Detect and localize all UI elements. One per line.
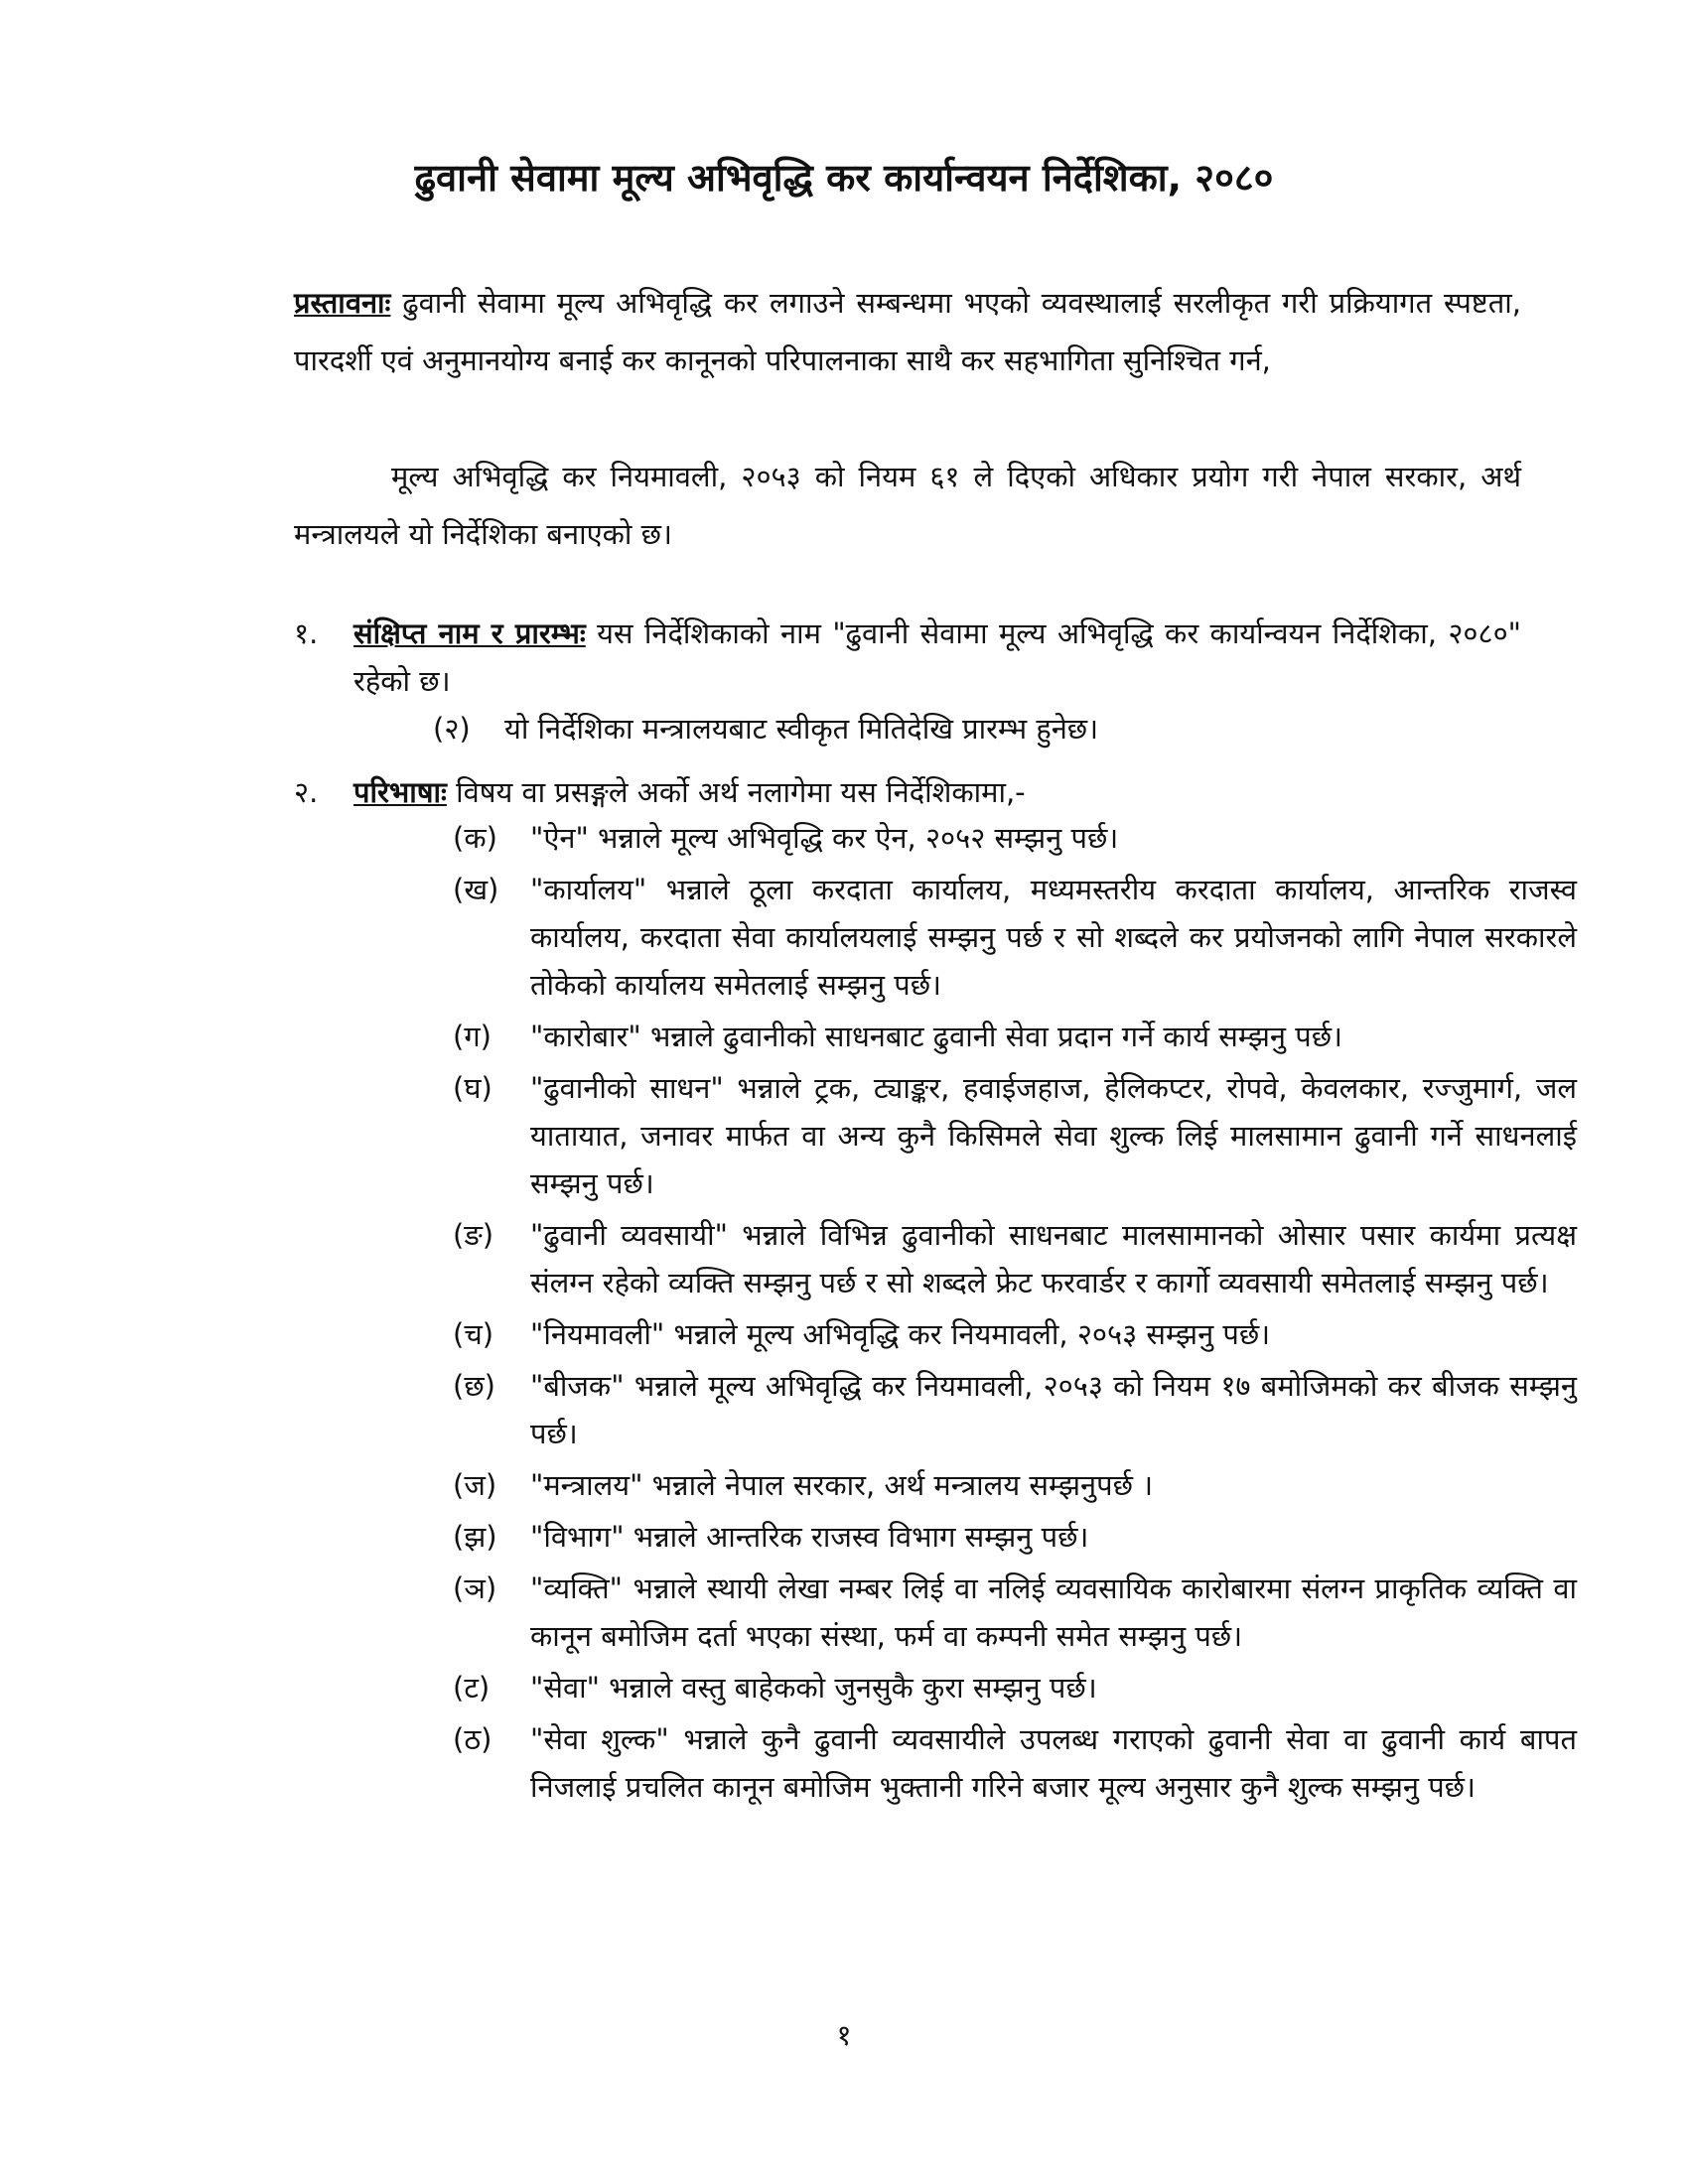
definition-label: (झ)	[453, 1520, 497, 1554]
definition-label: (क)	[453, 821, 497, 855]
definition-text: "नियमावली" भन्नाले मूल्य अभिवृद्धि कर नियमावली, २०५३ सम्झनु पर्छ।	[530, 1317, 1271, 1351]
section-2	[294, 768, 1521, 816]
definition-item	[453, 814, 1577, 862]
definition-item	[453, 1513, 1577, 1561]
definition-label: (च)	[453, 1317, 494, 1351]
definition-text: "विभाग" भन्नाले आन्तरिक राजस्व विभाग सम्झनु पर्छ।	[530, 1520, 1089, 1554]
definition-item	[453, 1664, 1577, 1711]
definition-text: "सेवा शुल्क" भन्नाले कुनै ढुवानी व्यवसायीले उपलब्ध गराएको ढुवानी सेवा वा ढुवानी कार्य बापत निजलाई प्रचलित कानून बमोजिम भुक्तानी गरिने बजार मूल्य अनुसार कुनै शुल्क सम्झनु पर्छ।	[530, 1722, 1577, 1804]
section-2-heading: परिभाषाः	[353, 775, 447, 809]
preamble	[294, 274, 1521, 389]
preamble-heading: प्रस्तावनाः	[294, 286, 391, 320]
definition-item	[453, 1064, 1577, 1207]
definition-label: (घ)	[453, 1071, 492, 1105]
section-2-text: विषय वा प्रसङ्गले अर्को अर्थ नलागेमा यस निर्देशिकामा,-	[446, 775, 1026, 809]
definition-item	[453, 1565, 1577, 1660]
definition-label: (ठ)	[453, 1722, 492, 1756]
definition-label: (ख)	[453, 873, 499, 906]
definition-item	[453, 1310, 1577, 1358]
section-1-body	[353, 610, 1521, 705]
definition-item	[453, 1211, 1577, 1306]
definition-label: (ग)	[453, 1020, 492, 1053]
definitions-list	[453, 814, 1577, 1815]
section-1-text: यस निर्देशिकाको नाम "ढुवानी सेवामा मूल्य अभिवृद्धि कर कार्यान्वयन निर्देशिका, २०८०" रहेको छ।	[353, 616, 1521, 698]
document-title: ढुवानी सेवामा मूल्य अभिवृद्धि कर कार्यान्वयन निर्देशिका, २०८०	[414, 156, 1274, 200]
definition-label: (छ)	[453, 1369, 495, 1403]
subclause-number: (२)	[433, 712, 471, 746]
definition-label: (ञ)	[453, 1571, 497, 1605]
section-1-heading: संक्षिप्त नाम र प्रारम्भः	[353, 616, 586, 650]
definition-text: "ढुवानीको साधन" भन्नाले ट्रक, ट्याङ्कर, हवाईजहाज, हेलिकप्टर, रोपवे, केवलकार, रज्जुमार्ग, जल यातायात, जनावर मार्फत वा अन्य कुनै किसिमले सेवा शुल्क लिई मालसामान ढुवानी गर्ने साधनलाई सम्झनु पर्छ।	[530, 1071, 1577, 1200]
preamble-authority: मूल्य अभिवृद्धि कर नियमावली, २०५३ को नियम ६१ ले दिएको अधिकार प्रयोग गरी नेपाल सरकार, अर्थ मन्त्रालयले यो निर्देशिका बनाएको छ।	[294, 460, 1521, 551]
definition-item	[453, 1715, 1577, 1811]
definition-label: (ज)	[453, 1468, 497, 1502]
definition-text: "ऐन" भन्नाले मूल्य अभिवृद्धि कर ऐन, २०५२ सम्झनु पर्छ।	[530, 821, 1119, 855]
definition-item	[453, 1362, 1577, 1457]
definition-item	[453, 1461, 1577, 1509]
definition-text: "बीजक" भन्नाले मूल्य अभिवृद्धि कर नियमावली, २०५३ को नियम १७ बमोजिमको कर बीजक सम्झनु पर्छ।	[530, 1369, 1577, 1450]
definition-text: "कार्यालय" भन्नाले ठूला करदाता कार्यालय, मध्यमस्तरीय करदाता कार्यालय, आन्तरिक राजस्व कार्यालय, करदाता सेवा कार्यालयलाई सम्झनु पर्छ र सो शब्दले कर प्रयोजनको लागि नेपाल सरकारले तोकेको कार्यालय समेतलाई सम्झनु पर्छ।	[530, 873, 1577, 1002]
preamble-text: ढुवानी सेवामा मूल्य अभिवृद्धि कर लगाउने सम्बन्धमा भएको व्यवस्थालाई सरलीकृत गरी प्रक्रियागत स्पष्टता, पारदर्शी एवं अनुमानयोग्य बनाई कर कानूनको परिपालनाका साथै कर सहभागिता सुनिश्चित गर्न,	[294, 286, 1521, 377]
section-2-number: २.	[294, 775, 319, 809]
definition-text: "ढुवानी व्यवसायी" भन्नाले विभिन्न ढुवानीको साधनबाट मालसामानको ओसार पसार कार्यमा प्रत्यक्ष संलग्न रहेको व्यक्ति सम्झनु पर्छ र सो शब्दले फ्रेट फरवार्डर र कार्गो व्यवसायी समेतलाई सम्झनु पर्छ।	[530, 1218, 1577, 1299]
definition-label: (ङ)	[453, 1218, 494, 1252]
section-2-body	[353, 768, 1521, 816]
definition-text: "कारोबार" भन्नाले ढुवानीको साधनबाट ढुवानी सेवा प्रदान गर्ने कार्य सम्झनु पर्छ।	[530, 1020, 1343, 1053]
definition-label: (ट)	[453, 1671, 491, 1705]
definition-text: "सेवा" भन्नाले वस्तु बाहेकको जुनसुकै कुरा सम्झनु पर्छ।	[530, 1671, 1097, 1705]
definition-item	[453, 1013, 1577, 1060]
definition-text: "व्यक्ति" भन्नाले स्थायी लेखा नम्बर लिई वा नलिई व्यवसायिक कारोबारमा संलग्न प्राकृतिक व्यक्ति वा कानून बमोजिम दर्ता भएका संस्था, फर्म वा कम्पनी समेत सम्झनु पर्छ।	[530, 1571, 1577, 1653]
definition-text: "मन्त्रालय" भन्नाले नेपाल सरकार, अर्थ मन्त्रालय सम्झनुपर्छ ।	[530, 1468, 1154, 1502]
section-1-subclause	[433, 705, 1521, 752]
section-1-number: १.	[294, 616, 319, 650]
subclause-text: यो निर्देशिका मन्त्रालयबाट स्वीकृत मितिदेखि प्रारम्भ हुनेछ।	[504, 712, 1099, 746]
section-1	[294, 610, 1521, 752]
page-number: १	[836, 2018, 852, 2052]
definition-item	[453, 866, 1577, 1009]
